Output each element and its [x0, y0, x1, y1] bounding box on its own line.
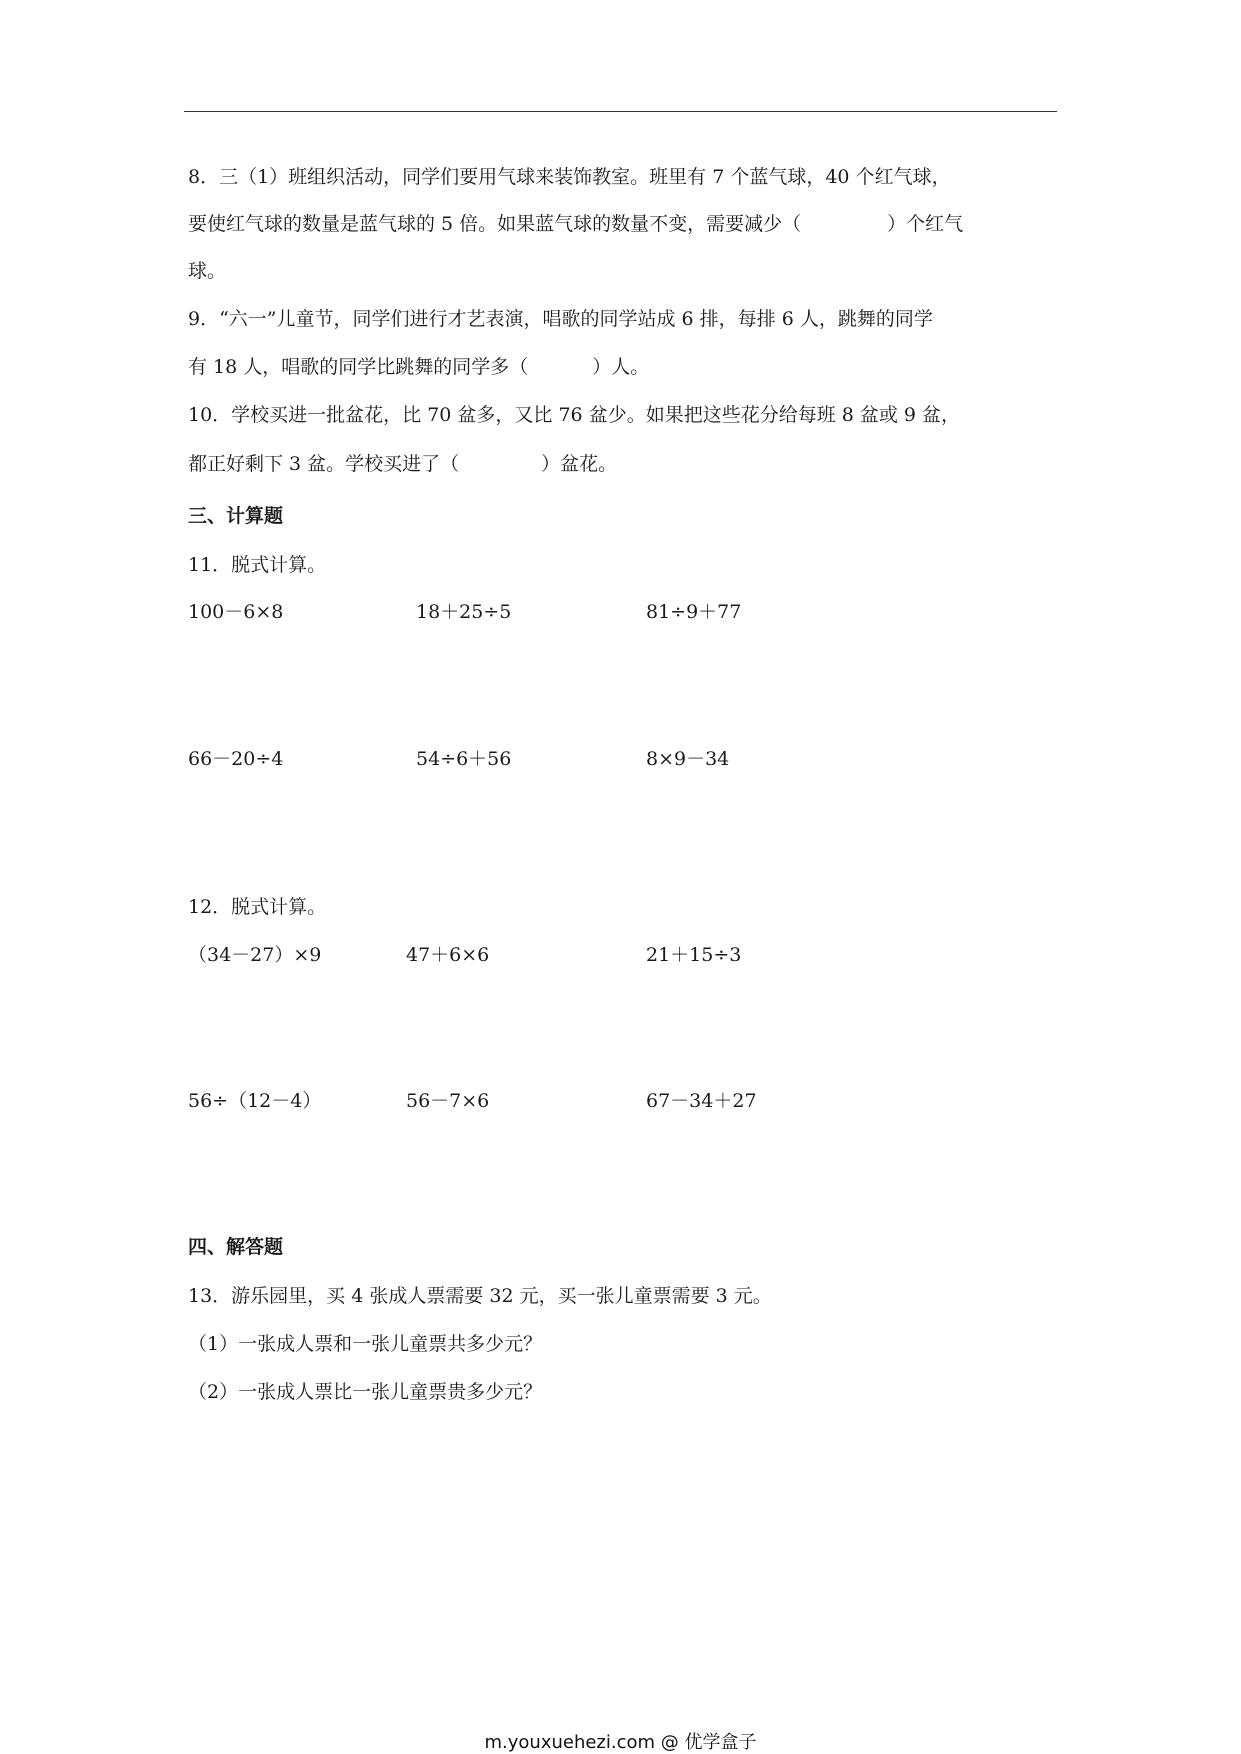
q10-line-2-end: ）盆花。	[541, 453, 618, 475]
q12-title: 12．脱式计算。	[188, 896, 327, 918]
footer-watermark[interactable]: m.youxuehezi.com @ 优学盒子	[484, 1732, 757, 1753]
q12-expr-1: （34－27）×9	[188, 944, 322, 966]
q9-line-1: 9．“六一”儿童节，同学们进行才艺表演，唱歌的同学站成 6 排，每排 6 人，跳舞的同学	[188, 308, 933, 330]
q12-expr-5: 56－7×6	[406, 1090, 490, 1112]
q8-line-2-end: ）个红气	[887, 213, 964, 235]
q12-expr-3: 21＋15÷3	[646, 944, 742, 966]
header-rule	[184, 111, 1057, 112]
section-4-heading: 四、解答题	[188, 1236, 284, 1258]
q11-expr-3: 81÷9＋77	[646, 601, 742, 623]
q13-sub-1: （1）一张成人票和一张儿童票共多少元？	[188, 1333, 543, 1355]
q11-expr-5: 54÷6＋56	[416, 748, 512, 770]
section-3-heading: 三、计算题	[188, 505, 284, 527]
q9-line-2-start: 有 18 人，唱歌的同学比跳舞的同学多（	[188, 356, 529, 378]
q8-line-3: 球。	[188, 260, 227, 282]
q10-line-1: 10．学校买进一批盆花，比 70 盆多，又比 76 盆少。如果把这些花分给每班 8 盆或 9 盆，	[188, 404, 961, 426]
q9-line-2-end: ）人。	[592, 356, 650, 378]
q8-line-1: 8．三（1）班组织活动，同学们要用气球来装饰教室。班里有 7 个蓝气球，40 个红气球，	[188, 166, 951, 188]
q13-sub-2: （2）一张成人票比一张儿童票贵多少元？	[188, 1381, 543, 1403]
q8-line-2	[188, 210, 963, 238]
q11-title: 11．脱式计算。	[188, 554, 327, 576]
q11-expr-1: 100－6×8	[188, 601, 284, 623]
q11-expr-4: 66－20÷4	[188, 748, 284, 770]
q9-line-2	[188, 353, 649, 381]
q11-expr-2: 18＋25÷5	[416, 601, 512, 623]
q12-expr-6: 67－34＋27	[646, 1090, 757, 1112]
q10-line-2	[188, 450, 617, 478]
q8-line-2-start: 要使红气球的数量是蓝气球的 5 倍。如果蓝气球的数量不变，需要减少（	[188, 213, 802, 235]
q13-stem: 13．游乐园里，买 4 张成人票需要 32 元，买一张儿童票需要 3 元。	[188, 1285, 772, 1307]
q12-expr-2: 47＋6×6	[406, 944, 490, 966]
q12-expr-4: 56÷（12－4）	[188, 1090, 322, 1112]
q10-line-2-start: 都正好剩下 3 盆。学校买进了（	[188, 453, 460, 475]
q11-expr-6: 8×9－34	[646, 748, 730, 770]
